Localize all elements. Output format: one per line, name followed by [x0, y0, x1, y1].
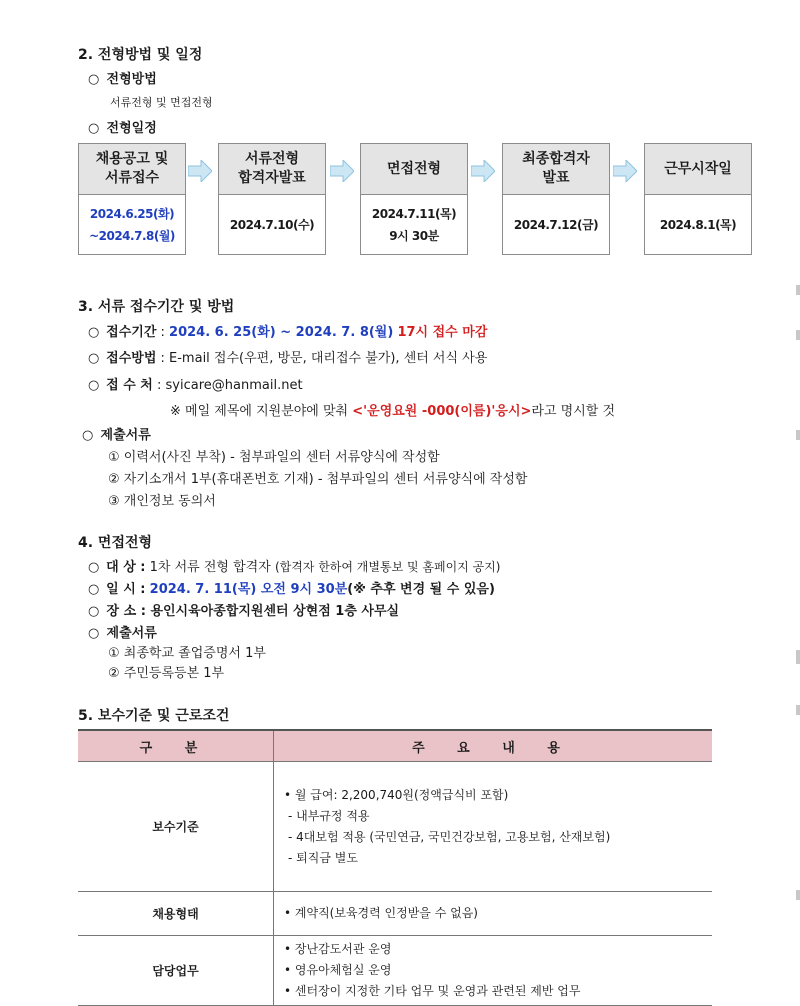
period-line: ○ 접수기간 : 2024. 6. 25(화) ~ 2024. 7. 8(월) 17시 접수 마감 [88, 325, 488, 340]
doc-item: ② 자기소개서 1부(휴대폰번호 기재) - 첨부파일의 센터 서류양식에 작성함 [108, 472, 528, 487]
arrow-right-icon [188, 160, 212, 182]
section5-title: 5. 보수기준 및 근로조건 [78, 708, 230, 724]
salary-table [78, 729, 712, 1006]
step-1 [78, 143, 186, 255]
period-value: 2024. 6. 25(화) ~ 2024. 7. 8(월) [169, 325, 394, 340]
doc-item: ③ 개인정보 동의서 [108, 494, 216, 509]
step-2-date: 2024.7.10(수) [229, 217, 315, 232]
method-line: ○ 접수방법 : E-mail 접수(우편, 방문, 대리접수 불가), 센터 서식 사용 [88, 351, 488, 366]
step-2-label: 서류전형 합격자발표 [219, 144, 325, 195]
arrow-right-icon [330, 160, 354, 182]
place-line: ○ 장 소 : 용인시육아종합지원센터 상현점 1층 사무실 [88, 604, 400, 619]
period-deadline: 17시 접수 마감 [397, 325, 488, 340]
step-3-date: 2024.7.11(목) 9시 30분 [371, 206, 457, 243]
edge-mark [796, 890, 800, 900]
row-content: • 월 급여: 2,200,740원(정액급식비 포함) - 내부규정 적용 - 4대보험 적용 (국민연금, 국민건강보험, 고용보험, 산재보험) - 퇴직금 별도 [274, 762, 713, 892]
row-content: • 장난감도서관 운영 • 영유아체험실 운영 • 센터장이 지정한 기타 업무 및 운영과 관련된 제반 업무 [274, 936, 713, 1006]
step-1-date: 2024.6.25(화) ~2024.7.8(월) [89, 206, 175, 243]
docs-heading: ○ 제출서류 [82, 428, 151, 443]
section2-title: 2. 전형방법 및 일정 [78, 47, 203, 63]
step-2 [218, 143, 326, 255]
interview-doc-item: ② 주민등록등본 1부 [108, 666, 225, 681]
email-address: syicare@hanmail.net [165, 378, 303, 393]
table-row [78, 762, 712, 892]
row-content: • 계약직(보육경력 인정받을 수 없음) [274, 892, 713, 936]
table-header-row [78, 730, 712, 762]
step-5-date: 2024.8.1(목) [659, 217, 737, 232]
step-3 [360, 143, 468, 255]
step-5 [644, 143, 752, 255]
table-header-category: 구 분 [78, 730, 274, 762]
step-1-label: 채용공고 및 서류접수 [79, 144, 185, 195]
edge-mark [796, 650, 800, 664]
method-heading: ○ 전형방법 [88, 72, 157, 87]
row-category: 보수기준 [78, 762, 274, 892]
step-4-label: 최종합격자 발표 [503, 144, 609, 195]
table-row [78, 936, 712, 1006]
step-4 [502, 143, 610, 255]
edge-mark [796, 330, 800, 340]
edge-mark [796, 430, 800, 440]
step-5-label: 근무시작일 [645, 144, 751, 195]
mail-note: ※ 메일 제목에 지원분야에 맞춰 <'운영요원 -000(이름)'응시>라고 명시할 것 [170, 404, 616, 419]
address-line: ○ 접 수 처 : syicare@hanmail.net [88, 378, 303, 393]
doc-item: ① 이력서(사진 부착) - 첨부파일의 센터 서류양식에 작성함 [108, 450, 440, 465]
table-header-content: 주 요 내 용 [274, 730, 713, 762]
method-text: 서류전형 및 면접전형 [110, 96, 213, 109]
interview-doc-item: ① 최종학교 졸업증명서 1부 [108, 646, 266, 661]
arrow-right-icon [471, 160, 495, 182]
section3-title: 3. 서류 접수기간 및 방법 [78, 299, 235, 315]
row-category: 채용형태 [78, 892, 274, 936]
time-line: ○ 일 시 : 2024. 7. 11(목) 오전 9시 30분(※ 추후 변경 될 수 있음) [88, 582, 495, 597]
step-4-date: 2024.7.12(금) [513, 217, 599, 232]
section4-title: 4. 면접전형 [78, 535, 153, 551]
edge-mark [796, 705, 800, 715]
edge-mark [796, 285, 800, 295]
table-row [78, 892, 712, 936]
step-3-label: 면접전형 [361, 144, 467, 195]
arrow-right-icon [613, 160, 637, 182]
schedule-heading: ○ 전형일정 [88, 121, 157, 136]
target-line: ○ 대 상 : 1차 서류 전형 합격자 (합격자 한하여 개별통보 및 홈페이지 공지) [88, 560, 501, 575]
row-category: 담당업무 [78, 936, 274, 1006]
interview-docs-heading: ○ 제출서류 [88, 626, 157, 641]
